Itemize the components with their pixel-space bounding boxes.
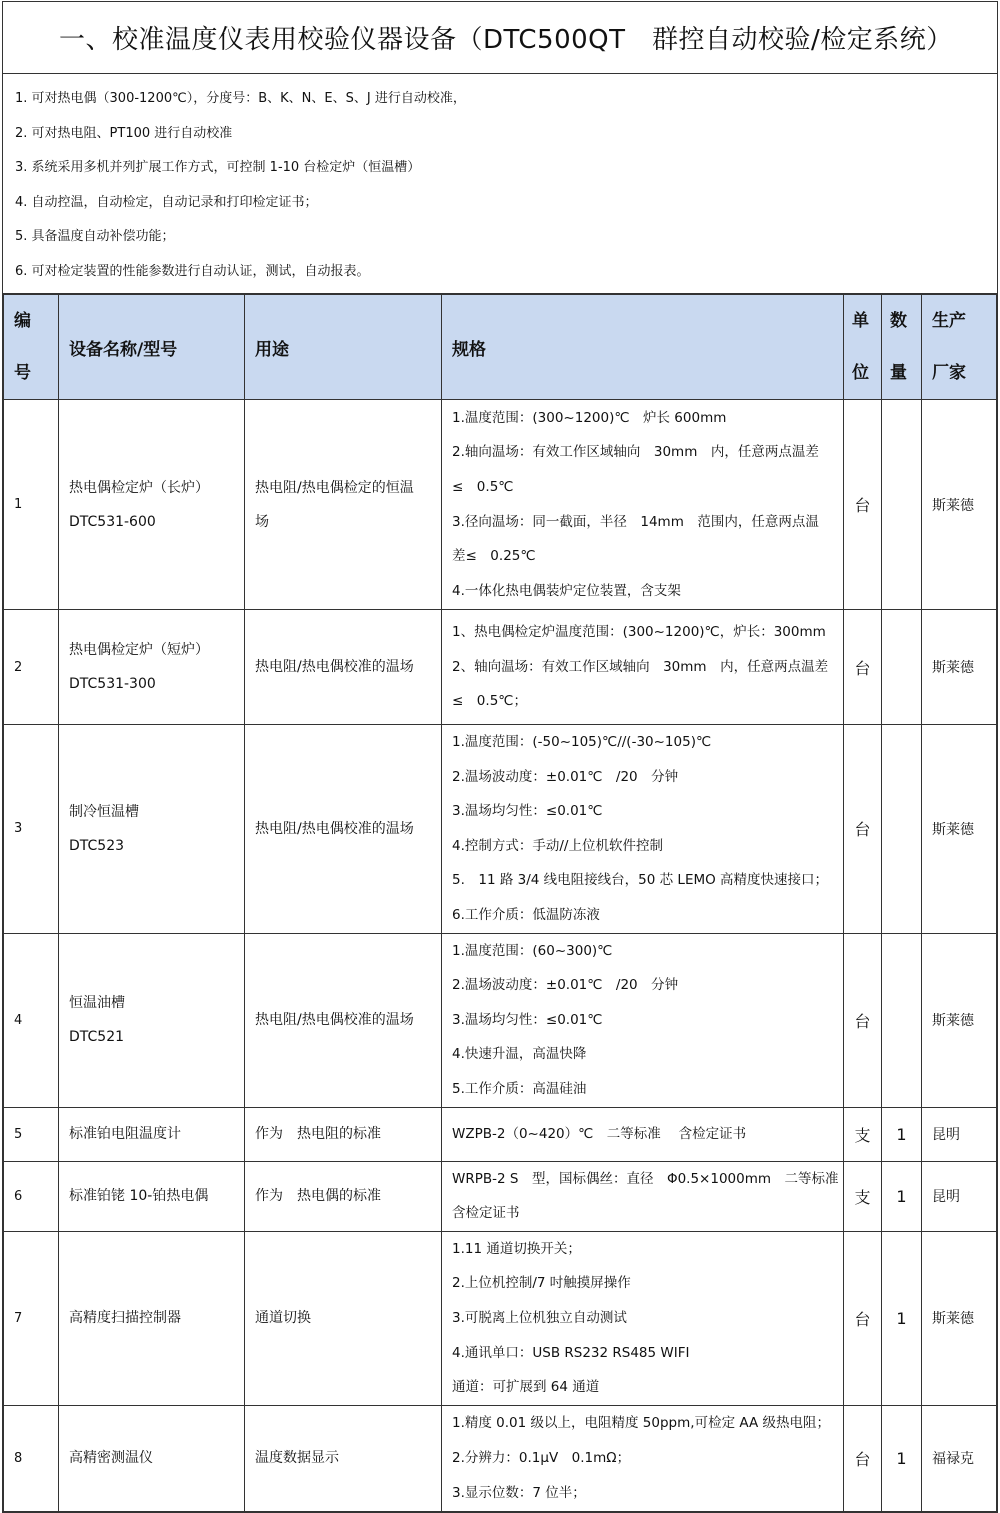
header-qty: 数 量: [882, 295, 922, 400]
table-row: [4, 1231, 997, 1405]
row-number: 8: [4, 1405, 59, 1511]
table-row: [4, 1405, 997, 1511]
table-row: [4, 610, 997, 725]
table-row: [4, 725, 997, 934]
device-qty: [882, 610, 922, 725]
header-no: 编 号: [4, 295, 59, 400]
device-spec: 1.精度 0.01 级以上，电阻精度 50ppm,可检定 AA 级热电阻； 2.分辨力：0.1μV 0.1mΩ； 3.显示位数：7 位半；: [442, 1405, 844, 1511]
row-number: 7: [4, 1231, 59, 1405]
row-number: 4: [4, 933, 59, 1107]
table-header-row: [4, 295, 997, 400]
device-qty: 1: [882, 1231, 922, 1405]
device-name: 热电偶检定炉（长炉） DTC531-600: [59, 400, 245, 610]
header-maker: 生产 厂家: [922, 295, 997, 400]
device-unit: 台: [844, 610, 882, 725]
device-use: 作为 热电偶的标准: [245, 1161, 442, 1231]
device-name: 热电偶检定炉（短炉） DTC531-300: [59, 610, 245, 725]
device-name: 标准铂铑 10-铂热电偶: [59, 1161, 245, 1231]
table-row: [4, 1107, 997, 1161]
device-use: 热电阻/热电偶校准的温场: [245, 610, 442, 725]
device-unit: 台: [844, 725, 882, 934]
device-maker: 斯莱德: [922, 1231, 997, 1405]
header-name: 设备名称/型号: [59, 295, 245, 400]
table-row: [4, 933, 997, 1107]
page-title: 一、校准温度仪表用校验仪器设备（DTC500QT 群控自动校验/检定系统）: [59, 25, 953, 55]
device-maker: 福禄克: [922, 1405, 997, 1511]
document: [2, 1, 998, 1513]
device-unit: 台: [844, 1231, 882, 1405]
table-row: [4, 400, 997, 610]
device-unit: 支: [844, 1161, 882, 1231]
device-name: 恒温油槽 DTC521: [59, 933, 245, 1107]
device-name: 高精密测温仪: [59, 1405, 245, 1511]
equipment-table: [3, 294, 997, 1512]
intro-list: [3, 74, 997, 294]
row-number: 2: [4, 610, 59, 725]
device-unit: 支: [844, 1107, 882, 1161]
device-spec: 1.温度范围：(-50~105)℃//(-30~105)℃ 2.温场波动度：±0.01℃ /20 分钟 3.温场均匀性：≤0.01℃ 4.控制方式：手动//上位机软件控制 5. 11 路 3/4 线电阻接线台，50 芯 LEMO 高精度快速接口； 6.工作介质：低温防冻液: [442, 725, 844, 934]
row-number: 5: [4, 1107, 59, 1161]
device-spec: WRPB-2 S 型，国标偶丝：直径 Φ0.5×1000mm 二等标准 含检定证书: [442, 1161, 844, 1231]
row-number: 1: [4, 400, 59, 610]
device-qty: [882, 400, 922, 610]
header-spec: 规格: [442, 295, 844, 400]
device-maker: 斯莱德: [922, 725, 997, 934]
device-maker: 昆明: [922, 1161, 997, 1231]
device-qty: 1: [882, 1107, 922, 1161]
title-box: [3, 2, 997, 74]
table-row: [4, 1161, 997, 1231]
device-qty: [882, 725, 922, 934]
device-name: 标准铂电阻温度计: [59, 1107, 245, 1161]
device-spec: 1.11 通道切换开关； 2.上位机控制/7 吋触摸屏操作 3.可脱离上位机独立自动测试 4.通讯单口：USB RS232 RS485 WIFI 通道：可扩展到 64 通道: [442, 1231, 844, 1405]
row-number: 3: [4, 725, 59, 934]
device-maker: 昆明: [922, 1107, 997, 1161]
intro-line: 3. 系统采用多机并列扩展工作方式，可控制 1-10 台检定炉（恒温槽）: [15, 160, 421, 175]
device-unit: 台: [844, 933, 882, 1107]
device-use: 热电阻/热电偶校准的温场: [245, 725, 442, 934]
row-number: 6: [4, 1161, 59, 1231]
device-spec: 1.温度范围：(300~1200)℃ 炉长 600mm 2.轴向温场：有效工作区域轴向 30mm 内，任意两点温差 ≤ 0.5℃ 3.径向温场：同一截面，半径 14mm 范围内，任意两点温 差≤ 0.25℃ 4.一体化热电偶装炉定位装置，含支架: [442, 400, 844, 610]
device-maker: 斯莱德: [922, 400, 997, 610]
device-unit: 台: [844, 1405, 882, 1511]
device-name: 制冷恒温槽 DTC523: [59, 725, 245, 934]
intro-line: 4. 自动控温，自动检定，自动记录和打印检定证书；: [15, 194, 318, 210]
device-use: 温度数据显示: [245, 1405, 442, 1511]
device-use: 热电阻/热电偶校准的温场: [245, 933, 442, 1107]
device-use: 作为 热电阻的标准: [245, 1107, 442, 1161]
device-qty: 1: [882, 1405, 922, 1511]
device-use: 热电阻/热电偶检定的恒温 场: [245, 400, 442, 610]
intro-line: 2. 可对热电阻、PT100 进行自动校准: [15, 125, 233, 141]
header-use: 用途: [245, 295, 442, 400]
device-spec: 1.温度范围：(60~300)℃ 2.温场波动度：±0.01℃ /20 分钟 3.温场均匀性：≤0.01℃ 4.快速升温，高温快降 5.工作介质：高温硅油: [442, 933, 844, 1107]
header-unit: 单 位: [844, 295, 882, 400]
device-maker: 斯莱德: [922, 610, 997, 725]
device-name: 高精度扫描控制器: [59, 1231, 245, 1405]
device-maker: 斯莱德: [922, 933, 997, 1107]
device-qty: 1: [882, 1161, 922, 1231]
intro-line: 6. 可对检定装置的性能参数进行自动认证，测试，自动报表。: [15, 263, 370, 279]
device-spec: 1、热电偶检定炉温度范围：(300~1200)℃，炉长：300mm 2、轴向温场：有效工作区域轴向 30mm 内，任意两点温差 ≤ 0.5℃；: [442, 610, 844, 725]
device-use: 通道切换: [245, 1231, 442, 1405]
device-qty: [882, 933, 922, 1107]
intro-line: 1. 可对热电偶（300-1200℃），分度号：B、K、N、E、S、J 进行自动校准，: [15, 91, 466, 106]
intro-line: 5. 具备温度自动补偿功能；: [15, 229, 175, 244]
device-unit: 台: [844, 400, 882, 610]
device-spec: WZPB-2（0~420）℃ 二等标准 含检定证书: [442, 1107, 844, 1161]
